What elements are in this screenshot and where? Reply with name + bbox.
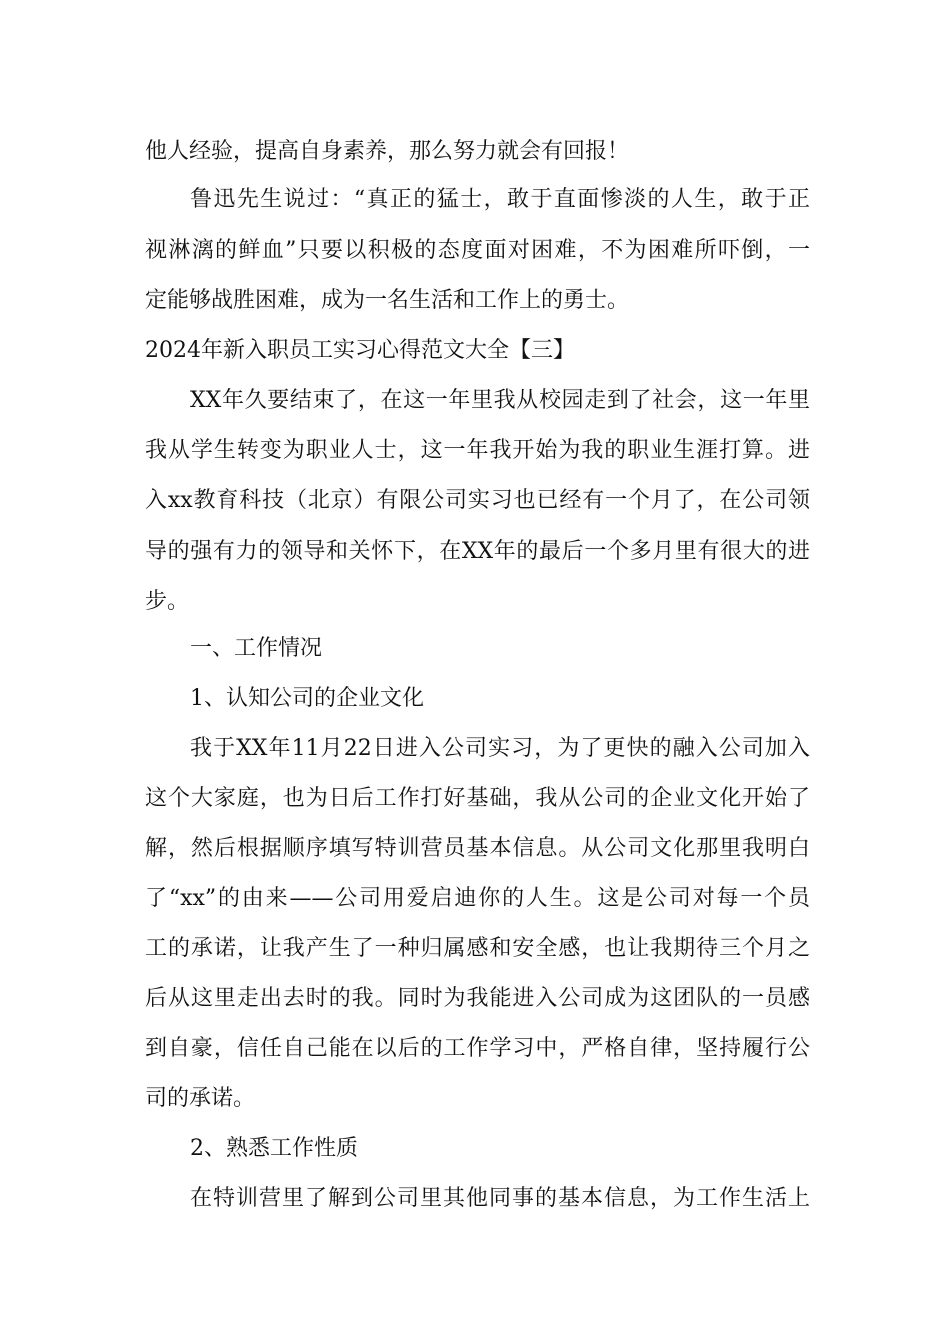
paragraph-line: 视淋漓的鲜血”只要以积极的态度面对困难，不为困难所吓倒，一 xyxy=(145,238,810,263)
subheading: 一、工作情况 xyxy=(190,636,323,661)
paragraph-line: 解，然后根据顺序填写特训营员基本信息。从公司文化那里我明白 xyxy=(145,836,810,861)
paragraph-line: 到自豪，信任自己能在以后的工作学习中，严格自律，坚持履行公 xyxy=(145,1036,810,1061)
paragraph-line: 工的承诺，让我产生了一种归属感和安全感，也让我期待三个月之 xyxy=(145,936,810,961)
paragraph-line: 在特训营里了解到公司里其他同事的基本信息，为工作生活上 xyxy=(190,1186,810,1211)
paragraph-line: 了“xx”的由来——公司用爱启迪你的人生。这是公司对每一个员 xyxy=(145,886,810,911)
paragraph-line: 鲁迅先生说过：“真正的猛士，敢于直面惨淡的人生，敢于正 xyxy=(190,187,810,212)
paragraph-line: 他人经验，提高自身素养，那么努力就会有回报！ xyxy=(145,139,630,164)
paragraph-line: 定能够战胜困难，成为一名生活和工作上的勇士。 xyxy=(145,288,630,313)
paragraph-line: 我于XX年11月22日进入公司实习，为了更快的融入公司加入 xyxy=(190,736,810,761)
subheading: 1、认知公司的企业文化 xyxy=(190,686,424,711)
paragraph-line: 导的强有力的领导和关怀下，在XX年的最后一个多月里有很大的进 xyxy=(145,539,810,564)
paragraph-line: XX年久要结束了，在这一年里我从校园走到了社会，这一年里 xyxy=(190,388,810,413)
paragraph-line: 后从这里走出去时的我。同时为我能进入公司成为这团队的一员感 xyxy=(145,986,810,1011)
paragraph-line: 司的承诺。 xyxy=(145,1086,256,1111)
paragraph-line: 步。 xyxy=(145,589,190,614)
paragraph-line: 我从学生转变为职业人士，这一年我开始为我的职业生涯打算。进 xyxy=(145,438,810,463)
paragraph-line: 这个大家庭，也为日后工作打好基础，我从公司的企业文化开始了 xyxy=(145,786,810,811)
paragraph-line: 入xx教育科技（北京）有限公司实习也已经有一个月了，在公司领 xyxy=(145,488,810,513)
section-heading: 2024年新入职员工实习心得范文大全【三】 xyxy=(145,338,575,363)
subheading: 2、熟悉工作性质 xyxy=(190,1136,358,1161)
